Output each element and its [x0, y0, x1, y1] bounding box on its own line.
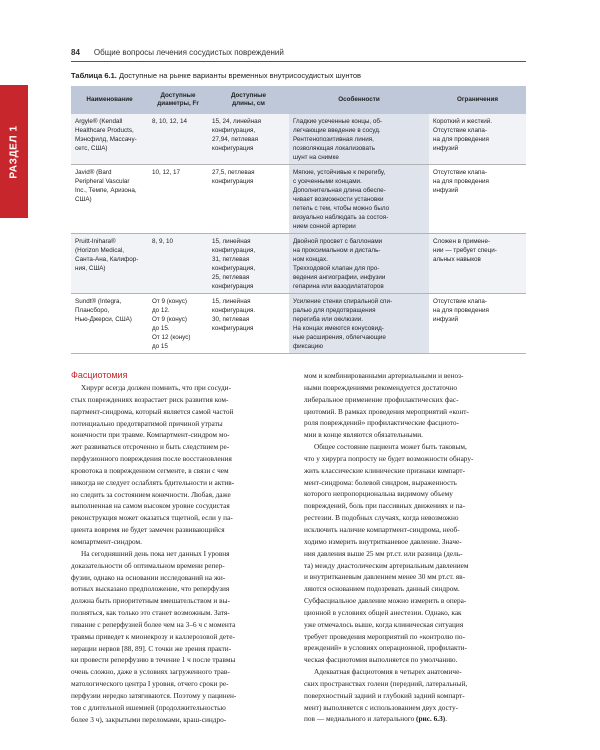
table-header-cell	[289, 86, 429, 114]
text-line-content: Общее состояние пациента может быть таковым,	[314, 442, 467, 452]
cell-text: Peripheral Vascular	[75, 178, 130, 185]
text-line-content: кровотока в поврежденном сегменте, в связи с чем	[71, 465, 229, 475]
text-line-content: мом и комбинированными артериальными и веноз-	[304, 371, 464, 380]
table-caption-text: Доступные на рынке варианты временных внутрисосудистых шунтов	[116, 71, 362, 80]
text-line-content: ходимо измерить внутритканевое давление. Значе-	[304, 536, 462, 546]
cell-name	[71, 114, 148, 165]
text-line	[71, 477, 293, 489]
cell-text: Отсутствие клапа-	[433, 298, 487, 305]
cell-text: петель с тем, чтобы можно было	[293, 205, 390, 212]
header-text: Доступные	[160, 92, 196, 99]
table-header-row	[71, 86, 526, 114]
text-line-content: жет развиваться отсроченно и быть следствием ре-	[71, 442, 230, 452]
text-line	[304, 583, 526, 595]
text-line	[71, 512, 293, 524]
text-line	[304, 417, 526, 429]
cell-text: перегиба или окклюзии.	[293, 316, 364, 323]
cell-text: до 12.	[152, 307, 170, 314]
text-line	[71, 643, 293, 655]
cell-text: Плансборо,	[75, 307, 110, 314]
cell-name	[71, 294, 148, 354]
text-line-content: никогда не следует ослаблять бдительности и актив-	[71, 477, 235, 487]
cell-text: конфигурация,	[212, 247, 256, 254]
text-line-content: та) между диастолическим артериальным давлением	[304, 560, 469, 570]
cell-text: нием сонной артерии	[293, 223, 356, 230]
text-line-content: жить классические клинические признаки компарт-	[304, 465, 466, 475]
cell-limitations	[429, 294, 526, 354]
cell-text: на для проведения	[433, 307, 489, 314]
cell-text: От 12 (конус)	[152, 334, 191, 341]
cell-text: 15, линейная	[212, 238, 251, 245]
text-line	[304, 666, 526, 678]
cell-text: Отсутствие клапа-	[433, 127, 487, 134]
cell-text: ралью для предотвращения	[293, 307, 376, 314]
cell-text: 15, 24, линейная	[212, 118, 262, 125]
text-line	[71, 607, 293, 619]
cell-text: Мэнсфилд, Массачу-	[75, 136, 137, 143]
header-text: Ограничения	[456, 96, 499, 103]
table-row	[71, 234, 526, 294]
text-line-content: травмы приведет к мионекрозу и каллерозовой дете-	[71, 631, 235, 641]
text-line-content: циента вовремя не будет замечен развивающийся	[71, 525, 225, 535]
text-line	[304, 642, 526, 654]
text-line	[304, 595, 526, 607]
text-line-content: ки провести реперфузию в течение 1 ч после травмы	[71, 655, 236, 665]
cell-lengths	[208, 114, 289, 165]
table-body	[71, 114, 526, 354]
cell-text: Гладкие усеченные концы, об-	[293, 118, 383, 125]
text-line	[71, 678, 293, 690]
text-line	[71, 702, 293, 714]
cell-text: 8, 9, 10	[152, 238, 174, 245]
cell-text: конфигурация	[212, 178, 254, 185]
cell-text: США)	[75, 196, 92, 203]
text-line-content: мент-синдрома: болевой синдром, выраженность	[304, 477, 457, 487]
cell-name	[71, 234, 148, 294]
cell-text: Сложен в примене-	[433, 238, 491, 245]
cell-features	[289, 114, 429, 165]
text-line-tail: .	[445, 714, 448, 724]
cell-features	[289, 294, 429, 354]
text-line	[71, 690, 293, 702]
cell-text: 15, линейная	[212, 298, 251, 305]
text-line	[71, 500, 293, 512]
text-line-content: ских пространствах голени (передний, латеральный,	[304, 678, 468, 688]
cell-text: конфигурация	[212, 325, 254, 332]
cell-text: конфигурация.	[212, 307, 256, 314]
cell-text: Короткий и жесткий.	[433, 118, 493, 125]
cell-limitations	[429, 165, 526, 234]
header-text: диаметры, Fr	[157, 100, 199, 107]
text-line	[71, 654, 293, 666]
section-side-tab-label: РАЗДЕЛ 1	[8, 124, 20, 179]
cell-limitations	[429, 234, 526, 294]
text-line	[71, 536, 293, 548]
cell-text: Inc., Темпе, Аризона,	[75, 187, 137, 194]
cell-text: 30, петлевая	[212, 316, 250, 323]
text-line	[304, 560, 526, 572]
cell-text: Двойной просвет с баллонами	[293, 238, 383, 245]
cell-text: ном концах.	[293, 256, 328, 263]
cell-text: Healthcare Products,	[75, 127, 134, 134]
text-line-content: но следить за состоянием конечности. Любая, даже	[71, 489, 231, 499]
text-line	[71, 429, 293, 441]
text-line-content: и внутритканевым давлением менее 30 мм рт.ст. яв-	[304, 572, 466, 582]
shunts-table	[71, 86, 526, 354]
cell-text: Нью-Джерси, США)	[75, 316, 132, 323]
text-line	[71, 714, 293, 726]
cell-features	[289, 165, 429, 234]
text-line	[71, 394, 293, 406]
cell-text: Отсутствие клапа-	[433, 169, 487, 176]
text-line-content: пов — медиального и латерального	[304, 714, 415, 724]
text-line	[304, 477, 526, 489]
text-line	[304, 654, 526, 666]
text-line	[304, 382, 526, 394]
text-line	[304, 524, 526, 536]
cell-text: Усиление стенки спиральной спи-	[293, 298, 393, 305]
cell-text: гепарина или вазодилататоров	[293, 283, 384, 290]
cell-text: чивает возможности установки	[293, 196, 384, 203]
table-row	[71, 294, 526, 354]
cell-text: конфигурация,	[212, 127, 256, 134]
cell-diameters	[148, 114, 208, 165]
text-line-content: ляются основанием подозревать данный синдром.	[304, 584, 460, 594]
text-line-content: либеральное применение профилактических фас-	[304, 394, 459, 404]
text-line	[71, 572, 293, 584]
cell-text: до 15	[152, 343, 168, 350]
cell-text: на для проведения	[433, 136, 489, 143]
header-text: Особенности	[338, 96, 380, 103]
text-line-content: требует проведения мероприятий по «контролю по-	[304, 631, 466, 641]
text-line-content: должна быть приоритетным вмешательством и вы-	[71, 596, 230, 606]
text-line	[304, 512, 526, 524]
text-line-content: Адекватная фасциотомия в четырех анатомиче-	[314, 667, 462, 677]
text-line-content: партмент-синдрома, который является самой частой	[71, 406, 234, 416]
cell-diameters	[148, 234, 208, 294]
cell-text: Мягкие, устойчивые к перегибу,	[293, 169, 386, 176]
text-line-content: более 3 ч), закрытыми переломами, краш-синдро-	[71, 714, 227, 724]
section-side-tab	[0, 85, 28, 218]
text-line	[304, 429, 526, 441]
cell-text: На концах имеются конусовид-	[293, 325, 384, 332]
table-header-cell	[71, 86, 148, 114]
cell-text: ния, США)	[75, 265, 106, 272]
text-line-content: что у хирурга попросту не будет возможности обнару-	[304, 453, 474, 463]
cell-text: Дополнительная длина обеспе-	[293, 187, 386, 194]
text-line	[304, 548, 526, 560]
text-line-content: доказательности об оптимальном времени репер-	[71, 560, 225, 570]
cell-lengths	[208, 294, 289, 354]
cell-text: 31, петлевая	[212, 256, 250, 263]
table-caption	[71, 71, 361, 80]
cell-text: 8, 10, 12, 14	[152, 118, 188, 125]
text-line-content: нерации нервов [88, 89]. С точки же зрения практи-	[71, 643, 232, 653]
header-text: Наименование	[86, 96, 133, 103]
text-line	[304, 690, 526, 702]
cell-diameters	[148, 294, 208, 354]
cell-text: Рентгенопозитивная линия,	[293, 136, 374, 143]
cell-text: сетс, США)	[75, 145, 108, 152]
text-line	[304, 619, 526, 631]
figure-reference: (рис. 6.3)	[414, 714, 446, 724]
cell-text: шунт на снимке	[293, 154, 339, 161]
text-line	[304, 394, 526, 406]
cell-text: 25, петлевая	[212, 274, 250, 281]
cell-text: Argyle® (Kendall	[75, 118, 123, 125]
running-head-title: Общие вопросы лечения сосудистых повреждений	[93, 48, 284, 57]
cell-text: нии — требует специ-	[433, 247, 497, 254]
text-line-content: ния давления выше 25 мм рт.ст. или разница (дель-	[304, 548, 463, 558]
text-line	[304, 370, 526, 382]
text-line	[71, 595, 293, 607]
cell-text: 27,94, петлевая	[212, 136, 259, 143]
text-line-content: гивание с реперфузией более чем на 3–6 ч с момента	[71, 619, 236, 629]
text-column-right	[304, 370, 526, 725]
text-line	[304, 441, 526, 453]
text-line	[304, 607, 526, 619]
text-line-content: ческая фасциотомия выполняется по умолчанию.	[304, 655, 458, 665]
cell-text: на для проведения	[433, 178, 489, 185]
table-header-cell	[429, 86, 526, 114]
cell-text: Sundt® (Integra,	[75, 298, 122, 305]
text-line-content: Субфасциальное давление можно измерить в опера-	[304, 596, 467, 606]
text-line	[71, 382, 293, 394]
cell-text: 27,5, петлевая	[212, 169, 255, 176]
text-line	[71, 666, 293, 678]
text-line-content: компартмент-синдром.	[71, 536, 142, 546]
text-line-content: конечности при травме. Компартмент-синдром мо-	[71, 430, 230, 440]
text-line	[71, 441, 293, 453]
cell-text: (Horizon Medical,	[75, 247, 124, 254]
cell-text: Javid® (Bard	[75, 169, 112, 176]
text-line-content: стых повреждениях возрастает риск развития ком-	[71, 394, 229, 404]
page-number: 84	[71, 48, 80, 57]
header-text: Доступные	[230, 92, 267, 99]
text-line-content: которого непропорциональна видимому объему	[304, 489, 453, 499]
cell-text: ведения ангиографии, инфузии	[293, 274, 386, 281]
cell-text: От 9 (конус)	[152, 298, 188, 305]
cell-text: Трехходовой клапан для про-	[293, 265, 380, 272]
text-line	[71, 548, 293, 560]
text-line	[304, 678, 526, 690]
section-heading: Фасциотомия	[71, 370, 128, 380]
text-line	[304, 536, 526, 548]
cell-text: 10, 12, 17	[152, 169, 181, 176]
running-head	[71, 48, 284, 57]
cell-text: Pruitt-Inihara®	[75, 238, 116, 245]
table-row	[71, 114, 526, 165]
cell-text: до 15.	[152, 325, 170, 332]
text-line-content: мии в конце являются обязательными.	[304, 430, 423, 440]
text-line	[304, 631, 526, 643]
text-line	[71, 560, 293, 572]
text-line	[304, 406, 526, 418]
cell-lengths	[208, 165, 289, 234]
table-header-cell	[208, 86, 289, 114]
text-line	[71, 631, 293, 643]
text-line-content: рестезии. В подобных случаях, когда невозможно	[304, 513, 459, 523]
text-line-content: мент) выполняется с использованием двух досту-	[304, 702, 459, 712]
text-line-content: исключить наличие компартмент-синдрома, необ-	[304, 524, 460, 534]
text-line	[71, 583, 293, 595]
cell-text: легчающие введение в сосуд.	[293, 127, 381, 134]
cell-diameters	[148, 165, 208, 234]
text-line-content: полняться, как только это станет возможным. Затя-	[71, 608, 230, 618]
table-caption-label: Таблица 6.1.	[71, 71, 117, 80]
text-line	[304, 488, 526, 500]
cell-name	[71, 165, 148, 234]
text-line	[304, 702, 526, 714]
text-line	[71, 524, 293, 536]
text-line-content: выполненная на самом высоком уровне сосудистая	[71, 501, 230, 511]
text-line-content: циотомий. В рамках проведения мероприятий «конт-	[304, 406, 469, 416]
text-line	[71, 465, 293, 477]
text-line-content: перфузионного повреждения после восстановления	[71, 454, 232, 464]
text-line-content: вреждений» в условиях операционной, профилакти-	[304, 643, 467, 653]
cell-text: на проксимальном и дисталь-	[293, 247, 381, 254]
text-line	[71, 619, 293, 631]
header-rule	[71, 61, 526, 62]
cell-text: визуально наблюдать за состоя-	[293, 214, 389, 221]
text-line	[71, 418, 293, 430]
text-line	[304, 465, 526, 477]
text-column-left	[71, 382, 293, 725]
text-line-content: вотных высказано предположение, что реперфузия	[71, 584, 230, 594]
text-line	[304, 453, 526, 465]
text-line-content: потенциально предотвратимой причиной утраты	[71, 418, 223, 428]
text-line-content: матологического центра I уровня, отчего сроки ре-	[71, 679, 229, 689]
cell-text: инфузий	[433, 187, 459, 194]
cell-text: Санта-Ана, Калифор-	[75, 256, 139, 263]
text-line	[304, 571, 526, 583]
text-line-content: На сегодняшний день пока нет данных I уровня	[81, 548, 230, 558]
text-line-content: фузии, однако на основании исследований на жи-	[71, 572, 226, 582]
cell-text: ные расширения, облегчающие	[293, 334, 386, 341]
cell-text: инфузий	[433, 316, 459, 323]
text-line-content: ционной в условиях общей анестезии. Однако, как	[304, 607, 462, 617]
text-line	[71, 453, 293, 465]
cell-text: конфигурация	[212, 145, 254, 152]
cell-text: инфузий	[433, 145, 459, 152]
cell-features	[289, 234, 429, 294]
text-line-content: реконструкция может оказаться тщетной, если у па-	[71, 513, 233, 523]
cell-text: альных навыков	[433, 256, 481, 263]
cell-text: конфигурация,	[212, 265, 256, 272]
text-line	[71, 406, 293, 418]
cell-text: От 9 (конус)	[152, 316, 188, 323]
text-line-content: очень сложно, даже в условиях загруженного трав-	[71, 667, 230, 677]
text-line-content: Хирург всегда должен помнить, что при сосуди-	[81, 383, 232, 392]
header-text: длины, см	[232, 100, 265, 107]
cell-limitations	[429, 114, 526, 165]
table-row	[71, 165, 526, 234]
cell-text: конфигурация	[212, 283, 254, 290]
text-line-content: уже отмечалось выше, когда клиническая ситуация	[304, 619, 464, 629]
cell-text: позволяющая локализовать	[293, 145, 375, 152]
text-line-content: повреждений, боль при пассивных движениях и па-	[304, 501, 466, 511]
cell-text: фиксацию	[293, 343, 324, 350]
text-line-content: поверхностный задний и глубокий задний компарт-	[304, 690, 465, 700]
text-line	[304, 713, 526, 725]
text-line-content: тов с длительной ишемией (продолжительностью	[71, 702, 226, 712]
text-line-content: роля повреждений» профилактические фасциото-	[304, 418, 459, 428]
table-header-cell	[148, 86, 208, 114]
text-line	[304, 500, 526, 512]
text-line-content: ными повреждениями рекомендуется достаточно	[304, 382, 457, 392]
text-line	[71, 489, 293, 501]
text-line-content: перфузии нередко затягиваются. Поэтому у пацинен-	[71, 690, 237, 700]
cell-text: с усеченными концами.	[293, 178, 362, 185]
cell-lengths	[208, 234, 289, 294]
